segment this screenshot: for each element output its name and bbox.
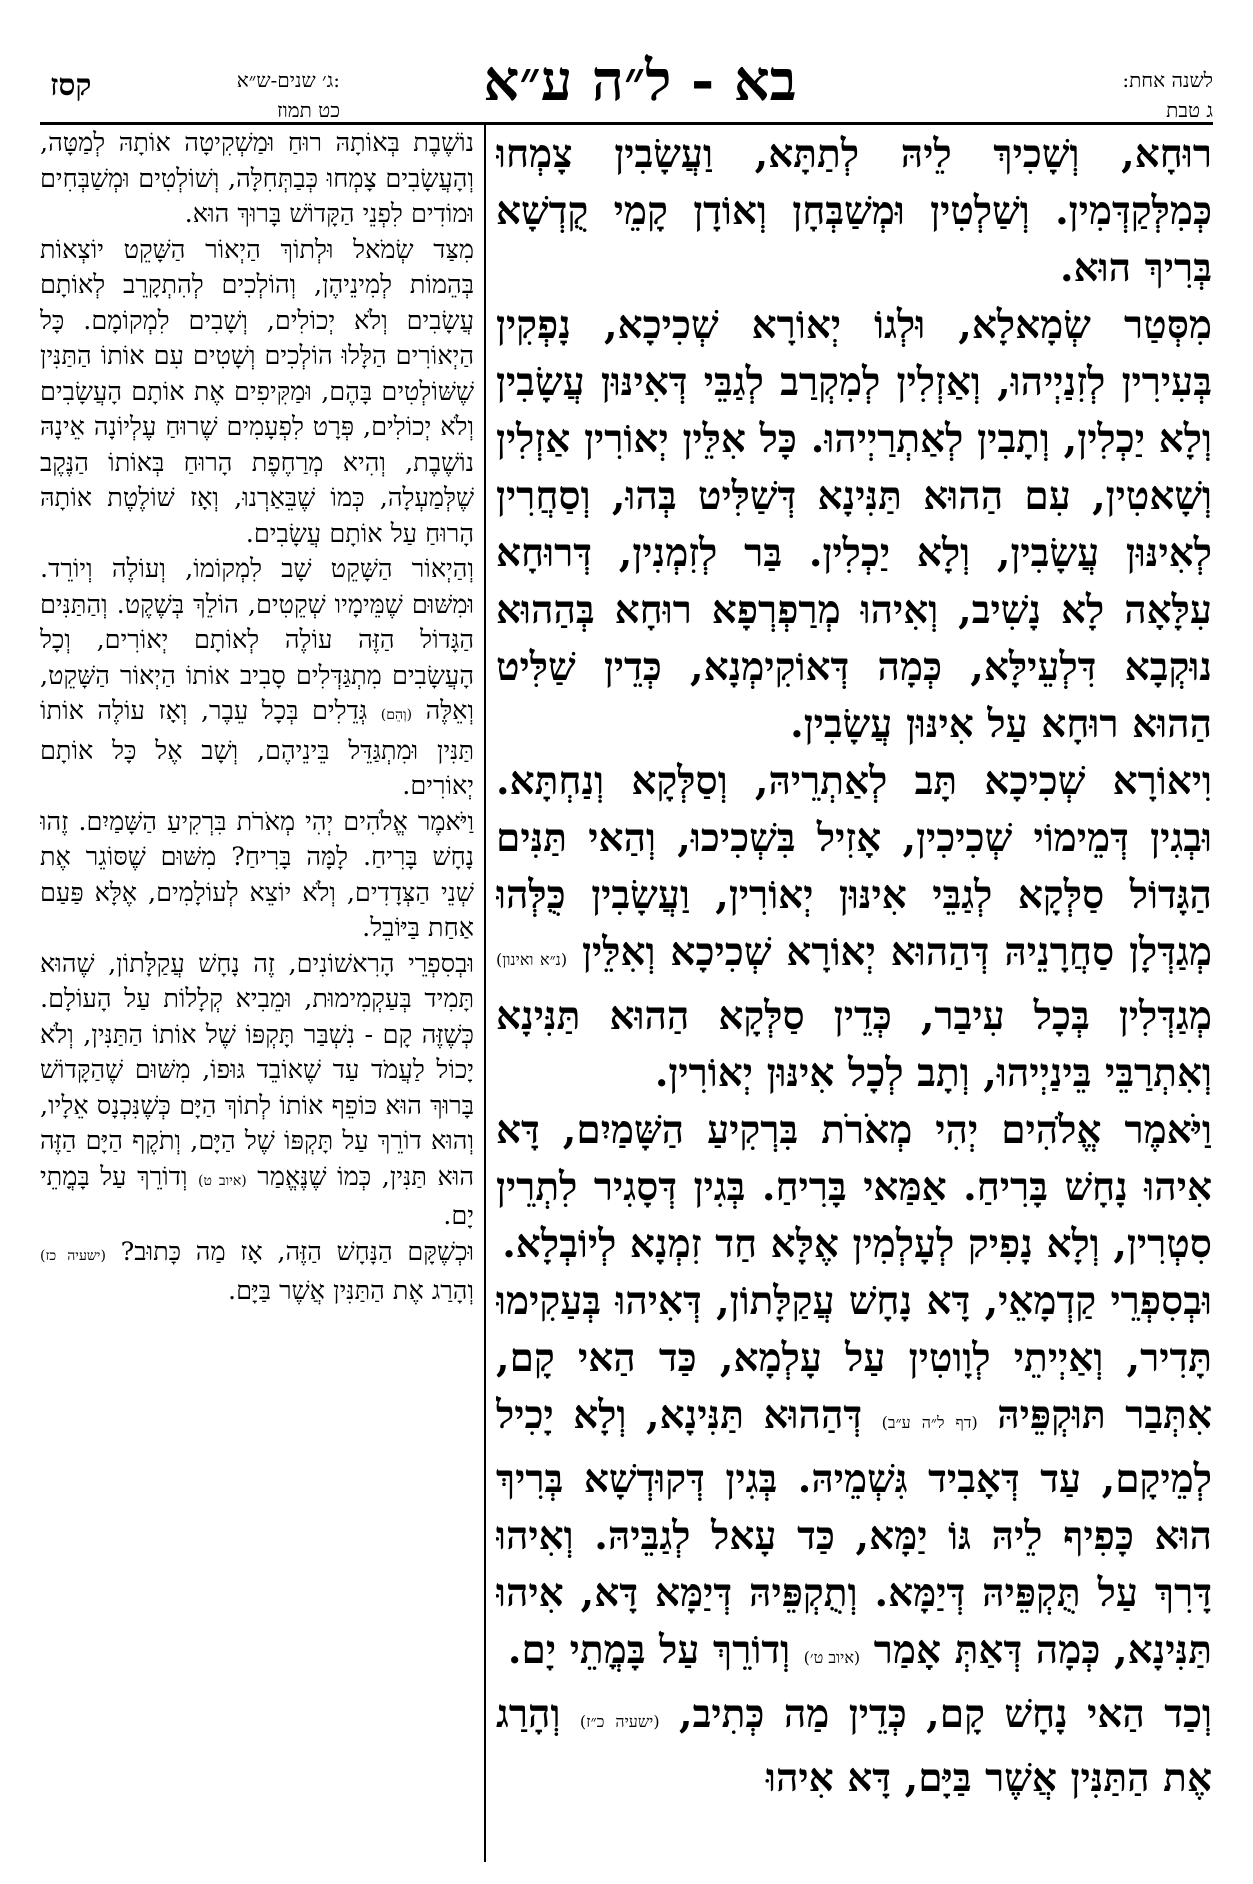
aramaic-p6-tail: וְהָרַג אֶת הַתַּנִּין אֲשֶׁר בַּיָּם, דָּא אִיהוּ bbox=[496, 1691, 1212, 1801]
aramaic-paragraph-4: וַיֹּאמֶר אֱלֹהִים יְהִי מְאֹרֹת בִּרְקִיעַ הַשָּׁמַיִם, דָּא אִיהוּ נָחָשׁ בָּרִיחַ. אַמַּאי בָּרִיחַ. בְּגִין דְּסָגִיר לִתְרֵין סִטְרִין, וְלָא נָפִיק לְעָלְמִין אֶלָּא חַד זִמְנָא לְיוֹבְלָא. bbox=[496, 1107, 1212, 1267]
header-left-line1: ג׳ שנים-ש״א: bbox=[236, 68, 340, 92]
aramaic-paragraph-3 bbox=[496, 753, 1212, 1102]
column-divider bbox=[484, 122, 486, 1862]
hebrew-p6-tail: וְהָרַג אֶת הַתַּנִּין אֲשֶׁר בַּיָּם. bbox=[228, 1276, 474, 1306]
header-rule bbox=[40, 122, 1213, 125]
hebrew-p3-reference: (וְהֵם) bbox=[380, 707, 413, 723]
header-left bbox=[40, 60, 340, 120]
aramaic-paragraph-1: רוּחָא, וְשָׁכִיךְ לֵיהּ לְתַתָּא, וַעֲשָׂבִין צָמְחוּ כְּמִלְּקַדְּמִין. וְשַׁלְטִין וּמְשַׁבְּחָן וְאוֹדָן קָמֵי קֻדְשָׁא בְּרִיךְ הוּא. bbox=[496, 131, 1212, 291]
header-right-line1: לשנה אחת: bbox=[1122, 68, 1213, 92]
hebrew-p6-reference: (ישעיה כז) bbox=[40, 1247, 106, 1264]
hebrew-p5-reference: (איוב ט) bbox=[198, 1172, 247, 1189]
aramaic-p6-reference: (ישעיה כ״ז) bbox=[579, 1712, 660, 1731]
hebrew-paragraph-5 bbox=[40, 947, 474, 1235]
aramaic-p5-tail: דְּהַהוּא תַּנִּינָא, וְלָא יָכִיל לְמֵיקָם, עַד דְּאָבִיד גִּשְׁמֵיהּ. בְּגִין דְּקוּדְשָׁא בְּרִיךְ הוּא כָּפִיף לֵיהּ גּוֹ יַמָּא, כַּד עָאל לְגַבֵּיהּ. וְאִיהוּ דָּרִךְ עַל תֻּקְפֵּיהּ דְּיַמָּא. וְתֻקְפֵּיהּ דְּיַמָּא דָּא, אִיהוּ תַּנִּינָא, כְּמָה דְּאַתְּ אָמַר bbox=[496, 1392, 1212, 1673]
hebrew-paragraph-2: מִצַּד שְׂמֹאל וּלְתוֹךְ הַיְאוֹר הַשָּׁקֵט יוֹצְאוֹת בְּהֵמוֹת לְמִינֵיהֶן, וְהוֹלְכִים לְהִתְקָרֵב לְאוֹתָם עֲשָׂבִים וְלֹא יְכוֹלִים, וְשָׁבִים לִמְקוֹמָם. כָּל הַיְאוֹרִים הַלָּלוּ הוֹלְכִים וְשָׁטִים עִם אוֹתוֹ הַתַּנִּין שֶׁשּׁוֹלְטִים בָּהֶם, וּמַקִּיפִים אֶת אוֹתָם הָעֲשָׂבִים וְלֹא יְכוֹלִים, פְּרָט לִפְעָמִים שֶׁרוּחַ עֶלְיוֹנָה אֵינָהּ נוֹשֶׁבֶת, וְהִיא מְרַחֶפֶת הָרוּחַ בְּאוֹתוֹ הַנֶּקֶב שֶׁלְּמַעְלָה, כְּמוֹ שֶׁבֵּאַרְנוּ, וְאָז שׁוֹלֶטֶת אוֹתָהּ הָרוּחַ עַל אוֹתָם עֲשָׂבִים. bbox=[40, 234, 474, 549]
hebrew-p3-text: וְהַיְאוֹר הַשָּׁקֵט שָׁב לִמְקוֹמוֹ, וְעוֹלֶה וְיוֹרֵד. וּמִשּׁוּם שֶׁמֵּימָיו שְׁקֵטִים, הוֹלֵךְ בְּשֶׁקֶט. וְהַתַּנִּים הַגָּדוֹל הַזֶּה עוֹלֶה לְאוֹתָם יְאוֹרִים, וְכָל הָעֲשָׂבִים מִתְגַּדְּלִים סָבִיב אוֹתוֹ הַיְאוֹר הַשָּׁקֵט, וְאֵלֶּה bbox=[40, 554, 474, 726]
hebrew-paragraph-3 bbox=[40, 552, 474, 805]
aramaic-paragraph-6 bbox=[496, 1686, 1212, 1807]
hebrew-paragraph-1: נוֹשֶׁבֶת בְּאוֹתָהּ רוּחַ וּמַשְׁקִיטָה אוֹתָהּ לְמַטָּה, וְהָעֲשָׂבִים צָמְחוּ כְּבַתְּחִלָּה, וְשׁוֹלְטִים וּמְשַׁבְּחִים וּמוֹדִים לִפְנֵי הַקָּדוֹשׁ בָּרוּךְ הוּא. bbox=[40, 128, 474, 229]
header-right bbox=[953, 60, 1213, 120]
hebrew-p5-tail: וְדוֹרֵךְ עַל בָּמֳתֵי יָם. bbox=[40, 1161, 474, 1231]
header-left-line2: כט תמוז bbox=[277, 98, 340, 122]
hebrew-p5-text: וּבְסִפְרֵי הָרִאשׁוֹנִים, זֶה נָחָשׁ עֲקַלָּתוֹן, שֶׁהוּא תָּמִיד בְּעַקְמִימוּת, וּמֵבִיא קְלָלוֹת עַל הָעוֹלָם. כְּשֶׁזֶּה קָם - נִשְׁבַּר תָּקְפּוֹ שֶׁל אוֹתוֹ הַתַּנִּין, וְלֹא יָכוֹל לַעֲמֹד עַד שֶׁאוֹבֵד גּוּפוֹ, מִשּׁוּם שֶׁהַקָּדוֹשׁ בָּרוּךְ הוּא כּוֹפֵף אוֹתוֹ לְתוֹךְ הַיָּם כְּשֶׁנִּכְנָס אֵלָיו, וְהוּא דוֹרֵךְ עַל תָּקְפּוֹ שֶׁל הַיָּם, וְתֹקֶף הַיָּם הַזֶּה הוּא תַּנִּין, כְּמוֹ שֶׁנֶּאֱמַר bbox=[40, 948, 474, 1192]
aramaic-p3-text: וִיאוֹרָא שְׁכִיכָא תָּב לְאַתְרֵיהּ, וְסַלְּקָא וְנַחְתָּא. וּבְגִין דְּמֵימוֹי שְׁכִיכִין, אָזִיל בִּשְׁכִיכוּ, וְהַאי תַּנִּים הַגָּדוֹל סַלְּקָא לְגַבֵּי אִינּוּן יְאוֹרִין, וַעֲשָׂבִין כֻּלְּהוּ מְגַדְּלָן סַחֲרָנֵיהּ דְּהַהוּא יְאוֹרָא שְׁכִיכָא וְאִלֵּין bbox=[496, 758, 1212, 975]
aramaic-p3-tail: מְגַדְּלִין בְּכָל עִיבַר, כְּדֵין סַלְּקָא הַהוּא תַּנִּינָא וְאִתְרַבֵּי בֵּינַיְיהוּ, וְתָב לְכָל אִינּוּן יְאוֹרִין. bbox=[496, 993, 1212, 1096]
aramaic-p5-end: וְדוֹרֵךְ עַל בָּמֳתֵי יָם. bbox=[507, 1627, 791, 1673]
page-title: בא - ל״ה ע״א bbox=[483, 48, 797, 114]
aramaic-p5-text: וּבְסִפְרֵי קַדְמָאֵי, דָּא נָחָשׁ עֲקַלָּתוֹן, דְּאִיהוּ בְּעַקִימוּ תָּדִיר, וְאַיְיתֵי לְוָוטִין עַל עָלְמָא, כַּד הַאי קָם, אִתְּבַר תּוּקְפֵּיהּ bbox=[496, 1278, 1212, 1438]
aramaic-paragraph-2: מִסְּטַר שְׂמָאלָא, וּלְגוֹ יְאוֹרָא שְׁכִיכָא, נָפְקִין בְּעִירִין לְזִנַיְיהוּ, וְאַזְלִין לְמִקְרַב לְגַבֵּי דְּאִינּוּן עֲשָׂבִין וְלָא יַכְלִין, וְתָבִין לְאַתְרַיְיהוּ. כָּל אִלֵּין יְאוֹרִין אַזְלִין וְשָׁאטִין, עִם הַהוּא תַּנִּינָא דְּשַׁלִּיט בְּהוּ, וְסַחֲרִין לְאִינּוּן עֲשָׂבִין, וְלָא יַכְלִין. בַּר לְזִמְנִין, דְּרוּחָא עִלָּאָה לָא נָשִׁיב, וְאִיהוּ מְרַפְרְפָא רוּחָא בְּהַהוּא נוּקְבָא דִּלְעֵילָּא, כְּמָה דְּאוֹקִימְנָא, כְּדֵין שַׁלִּיט הַהוּא רוּחָא עַל אִינּוּן עֲשָׂבִין. bbox=[496, 302, 1212, 747]
hebrew-paragraph-6 bbox=[40, 1235, 474, 1310]
page-number: קסז bbox=[50, 68, 92, 103]
aramaic-p5-reference-2: (איוב ט׳) bbox=[803, 1648, 861, 1667]
aramaic-p3-reference: (נ״א ואינון) bbox=[496, 950, 568, 969]
hebrew-p3-tail: גְּדֵלִים בְּכָל עֵבֶר, וְאָז עוֹלֶה אוֹתוֹ תַּנִּין וּמִתְגַּדֵּל בֵּינֵיהֶם, וְשָׁב אֶל כָּל אוֹתָם יְאוֹרִים. bbox=[40, 696, 474, 801]
aramaic-column bbox=[496, 126, 1212, 1856]
hebrew-translation-column bbox=[40, 126, 474, 1856]
aramaic-p5-reference: (דף ל״ה ע״ב) bbox=[881, 1413, 978, 1432]
hebrew-p6-text: וּכְשֶׁקָּם הַנָּחָשׁ הַזֶּה, אָז מַה כָּתוּב? bbox=[120, 1236, 474, 1267]
aramaic-paragraph-5 bbox=[496, 1273, 1212, 1686]
hebrew-paragraph-4: וַיֹּאמֶר אֱלֹהִים יְהִי מְאֹרֹת בִּרְקִיעַ הַשָּׁמַיִם. זֶהוּ נָחָשׁ בָּרִיחַ. לָמָּה בָּרִיחַ? מִשּׁוּם שֶׁסּוֹגֵר אֶת שְׁנֵי הַצְּדָדִים, וְלֹא יוֹצֵא לְעוֹלָמִים, אֶלָּא פַּעַם אַחַת בַּיּוֹבֵל. bbox=[40, 806, 474, 943]
header-right-line2: ג טבת bbox=[1166, 98, 1213, 122]
aramaic-p6-text: וְכַד הַאי נָחָשׁ קָם, כְּדֵין מַה כְּתִיב, bbox=[679, 1691, 1212, 1737]
